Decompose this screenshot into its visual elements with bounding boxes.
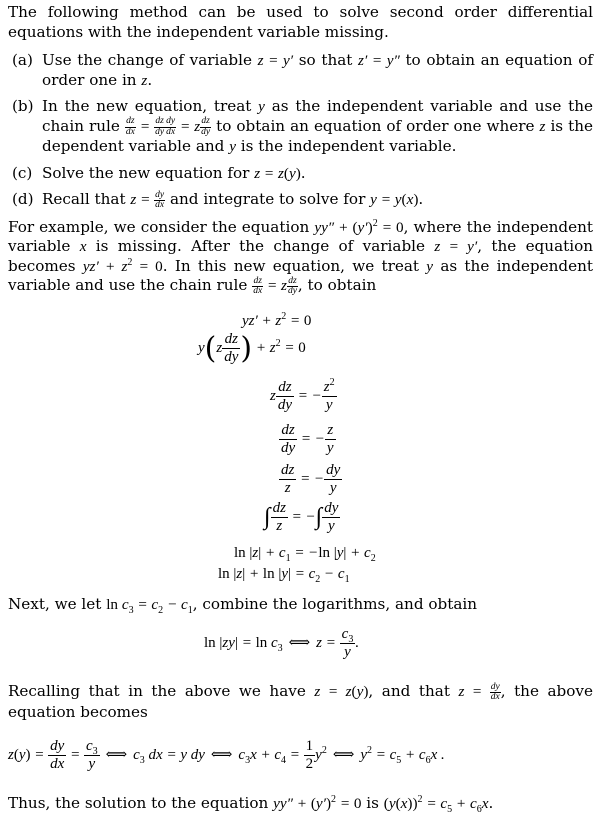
eq-line-1: $yz' + z^2 = 0$ — [242, 310, 312, 329]
step-c: (c) Solve the new equation for z = z(y). — [12, 163, 306, 182]
recall-paragraph: Recalling that in the above we have z = z(y), and that z = $\frac{dy}{dx}$ , the above equation becomes — [8, 681, 593, 721]
eq-line-7: $\ln |z| + c_1 = -\ln$ $|y| + c_2$ — [234, 544, 376, 564]
eq-line-4: $\frac{dz}{dy}$ = − $\frac{z}{y}$ — [281, 421, 334, 456]
method-steps-list — [8, 51, 593, 211]
document-page — [8, 3, 593, 814]
example-paragraph: For example, we consider the equation $yy'' + (y')^2 = 0$, where the independent variable x is missing. After the change of variable z = y′, the equation becomes $yz' + z^2 = 0$. In this new equation, we treat y as the independent variable and use the chain rule $\frac{dz}{dx}$ = z $\frac{dz}{dy}$ , to obtain — [8, 217, 594, 297]
eq-final-chain: z(y) = $\frac{dy}{dx}$ = $\frac{c_3}{y}$ ⟺ $c_3$ dx = y dy ⟺ $c_3x + c_4$ = $\frac{1}{2}$ $y^2$ ⟺ $y^2 = c_5 + c_6x$ . — [8, 738, 445, 773]
step-b-label: (b) — [12, 97, 34, 115]
eq-line-3: z $\frac{dz}{dy}$ = − $\frac{z^2}{y}$ — [270, 376, 335, 413]
math-zprime-eq-ydoubleprime: z′ = y″ — [358, 52, 400, 69]
eq-line-6: ∫ $\frac{dz}{z}$ = −∫ $\frac{dy}{y}$ — [264, 499, 339, 534]
eq-log-combined: $\ln |zy| = \ln c_3$ ⟺ z = $\frac{c_3}{y}$ . — [204, 626, 360, 661]
step-c-label: (c) — [12, 163, 33, 182]
step-d-label: (d) — [12, 190, 34, 209]
step-b: (b) In the new equation, treat y as the independent variable and use the chain rule $\frac{dz}{dx}$ = $\frac{dz}{dy}$ $\frac{dy}{dx}$ = z $\frac{dz}{dy}$ to obtain an equation of order one where z is the dependent variable and y is the independent variable. — [12, 97, 593, 156]
conclusion-paragraph: Thus, the solution to the equation $yy'' + (y')^2 = 0$ is $(y(x))^2 = c_5 + c_6x$. — [8, 794, 494, 816]
step-d: (d) Recall that z = $\frac{dy}{dx}$ and integrate to solve for y = y(x). — [12, 189, 424, 211]
next-paragraph: Next, we let $\ln c_3 = c_2 - c_1$, combine the logarithms, and obtain — [8, 594, 478, 616]
step-a-label: (a) — [12, 51, 33, 69]
eq-line-2: y(z $\frac{dz}{dy}$ ) + $z^2 = 0$ — [198, 330, 306, 366]
eq-line-5: $\frac{dz}{z}$ = − $\frac{dy}{y}$ — [281, 461, 341, 496]
log-combine-block — [8, 614, 593, 672]
final-derivation-block — [8, 722, 593, 790]
derivation-block — [8, 297, 593, 583]
intro-paragraph: The following method can be used to solve second order differential equations with the independent variable missing. — [8, 3, 593, 41]
step-a: (a) Use the change of variable z = y′ so that z′ = y″ to obtain an equation of order one in z. — [12, 51, 593, 89]
math-z-eq-yprime: z = y′ — [257, 52, 294, 69]
math-chain-rule: $\frac{dz}{dx}$ = $\frac{dz}{dy}$ $\frac{dy}{dx}$ = z $\frac{dz}{dy}$ — [125, 116, 211, 137]
eq-line-8: $\ln |z| + \ln |y| = c_2 - c_1$ — [218, 565, 350, 585]
